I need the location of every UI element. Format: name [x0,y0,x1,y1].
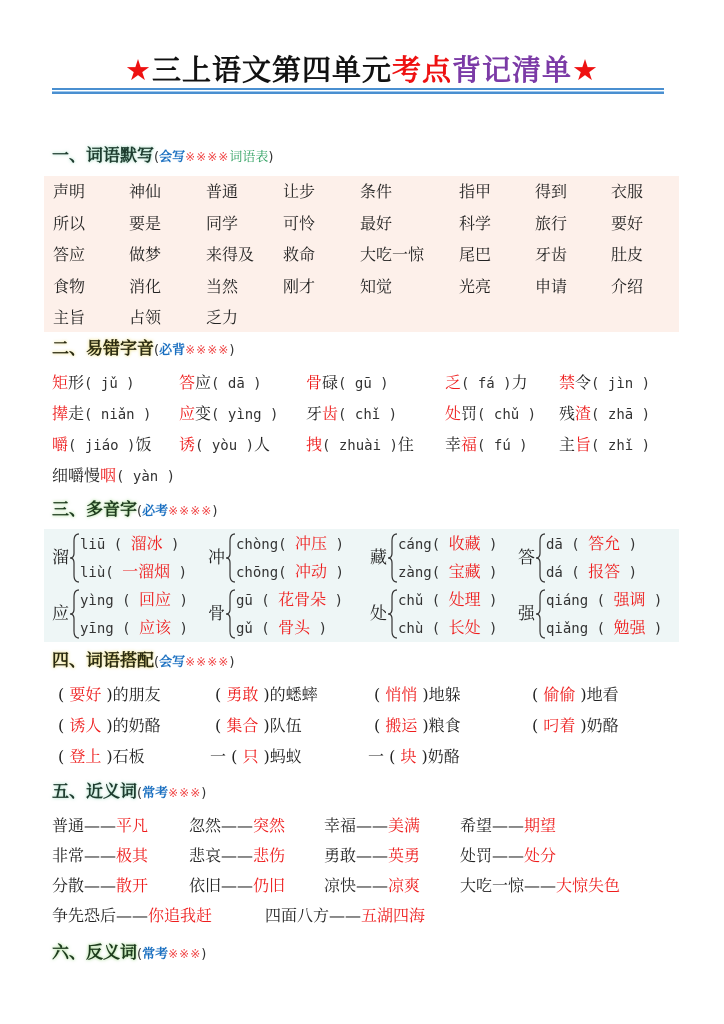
synonym-row [52,811,692,841]
example-word: 强调 [613,590,646,609]
example-word: 冲压 [295,534,328,553]
pinyin: ( zhuài ) [322,438,398,454]
importance-stars: ※※※※ [168,504,213,518]
heading-text: 六、反义词 [52,943,137,963]
section-tag: 常考 [142,786,169,801]
char: 牙 [306,404,323,423]
heading-text: 一、词语默写 [52,146,154,166]
pronunciation-item [306,398,397,431]
pinyin: chǔ [398,593,424,609]
pronunciation-item [306,429,414,462]
reading-row: chōng( 冲动 ) [236,562,344,581]
reading-row: gǔ ( 骨头 ) [236,618,328,637]
vocab-word: 条件 [360,182,393,201]
answer-word: 集合 [226,716,259,735]
example-word: 报答 [588,562,621,581]
example-word: 宝藏 [448,562,481,581]
paren-open: ( [154,343,160,358]
pinyin: gǔ [236,621,253,637]
pinyin: ( chǔ ) [477,407,537,423]
paren-open: ( [137,786,143,801]
pronunciation-row [52,460,692,491]
synonym-pair: 希望——期望 [460,816,557,835]
char: 走 [68,404,85,423]
pronunciation-item [559,429,650,462]
vocab-word: 尾巴 [459,245,492,264]
vocab-word: 最好 [360,213,393,233]
synonym-answer: 仍旧 [253,876,286,895]
pronunciation-item [52,398,151,431]
brace-icon [70,589,80,639]
vocab-word: 指甲 [459,182,492,201]
vocab-word: 介绍 [611,276,644,296]
synonym-answer: 五湖四海 [361,906,426,925]
pinyin: gū [236,593,253,609]
char: 令 [575,373,592,392]
polyphone-char: 冲 [208,548,225,568]
vocab-row [53,176,679,208]
vocab-word: 占领 [129,308,162,327]
highlight-char: 拽 [306,435,323,454]
example-word: 花骨朵 [278,590,327,609]
collocation-item: ( 叼着 )奶酪 [532,716,619,735]
section-tag: 会写 [159,655,186,670]
title-highlight-purple: 背记清单 [452,53,573,87]
vocab-word: 大吃一惊 [360,245,425,264]
pronunciation-item [445,367,528,400]
pinyin: yìng [80,593,114,609]
polyphone-readings [546,586,662,642]
collocation-item: ( 偷偷 )地看 [532,685,619,704]
char: 饭 [135,435,152,454]
synonym-answer: 英勇 [388,846,421,865]
example-word: 回应 [139,590,172,609]
paren-close: ) [201,786,207,801]
synonym-pair: 处罚——处分 [460,846,557,865]
paren-close: ) [268,150,274,165]
polyphone-char: 应 [52,604,69,624]
pinyin: chù [398,621,424,637]
section-extra: 词语表 [229,150,269,165]
highlight-char: 乏 [445,373,462,392]
pronunciation-item [179,398,278,431]
reading-row: liū ( 溜冰 ) [80,534,180,553]
example-word: 勉强 [613,618,646,637]
pinyin: ( gū ) [338,376,389,392]
vocab-word: 要好 [611,213,644,233]
answer-word: 登上 [69,747,102,766]
vocab-word: 来得及 [206,245,255,264]
synonym-answer: 大惊失色 [556,876,621,895]
phrase: 石板 [112,747,145,766]
example-word: 溜冰 [130,534,163,553]
section-heading-vocab-writing [52,143,273,169]
pronunciation-item [445,429,528,462]
pronunciation-item [52,367,135,400]
pronunciation-item [52,429,151,462]
vocab-word: 声明 [53,182,86,201]
pinyin: ( dā ) [211,376,262,392]
vocab-word: 消化 [129,276,162,296]
answer-word: 悄悄 [385,685,418,704]
synonym-row [52,871,692,901]
reading-row: zàng( 宝藏 ) [398,562,498,581]
polyphone-readings [80,586,188,642]
phrase: 地看 [586,685,619,704]
vocab-word: 同学 [206,213,239,233]
heading-text: 五、近义词 [52,782,137,802]
importance-stars: ※※※ [168,786,202,800]
page-title [0,52,724,88]
section-tag: 必背 [159,343,186,358]
polyphone-char: 强 [518,604,535,624]
answer-word: 要好 [69,685,102,704]
star-icon: ★ [124,53,152,87]
vocab-word: 要是 [129,213,162,233]
pinyin: ( yìng ) [211,407,279,423]
synonym-answer: 你追我赶 [148,906,213,925]
synonym-pair: 幸福——美满 [324,816,421,835]
synonym-pair: 忽然——突然 [189,816,286,835]
importance-stars: ※※※※ [185,343,230,357]
phrase: 奶酪 [586,716,619,735]
importance-stars: ※※※※ [185,655,230,669]
char: 碌 [322,373,339,392]
heading-text: 二、易错字音 [52,339,154,359]
pinyin: ( jǔ ) [84,376,135,392]
phrase: 的蟋蟀 [269,685,318,704]
paren-open: ( [137,947,143,962]
reading-row: dā ( 答允 ) [546,534,638,553]
polyphone-char: 答 [518,548,535,568]
brace-icon [388,589,398,639]
highlight-char: 撵 [52,404,69,423]
vocab-word: 答应 [53,245,86,264]
vocab-word: 主旨 [53,308,86,327]
reading-row: yìng ( 回应 ) [80,590,188,609]
pinyin: chòng [236,537,279,553]
vocab-word: 可怜 [283,213,316,233]
brace-icon [226,589,236,639]
phrase: 的朋友 [112,685,161,704]
pinyin: ( yòu ) [195,438,255,454]
pinyin: qiáng [546,593,589,609]
pinyin: ( niǎn ) [84,407,152,423]
char: 应 [195,373,212,392]
vocab-word: 乏力 [206,308,239,327]
pinyin: dā [546,537,563,553]
highlight-char: 骨 [306,373,323,392]
example-word: 收藏 [448,534,481,553]
vocab-word: 食物 [53,276,86,296]
vocab-word: 衣服 [611,182,644,201]
vocab-grid [53,176,679,334]
highlight-char: 诱 [179,435,196,454]
section-tag: 常考 [142,947,169,962]
polyphone-char: 溜 [52,548,69,568]
answer-word: 块 [400,747,417,766]
vocab-word: 肚皮 [611,245,644,264]
vocab-word: 牙齿 [535,245,568,264]
synonym-row [52,901,692,931]
paren-open: ( [154,655,160,670]
pinyin: qiǎng [546,621,589,637]
highlight-char: 福 [461,435,478,454]
vocab-word: 得到 [535,182,568,201]
vocab-word: 神仙 [129,182,162,201]
section-heading-antonyms [52,940,206,966]
highlight-char: 答 [179,373,196,392]
polyphone-readings [236,530,344,586]
collocation-item: ( 搬运 )粮食 [374,716,461,735]
pronunciation-item [306,367,389,400]
reading-row: qiǎng ( 勉强 ) [546,618,663,637]
paren-open: ( [137,504,143,519]
phrase: 粮食 [428,716,461,735]
heading-text: 三、多音字 [52,500,137,520]
synonym-pair: 勇敢——英勇 [324,846,421,865]
reading-row: liù( 一溜烟 ) [80,562,188,581]
section-heading-collocations [52,648,234,674]
synonym-pair: 悲哀——悲伤 [189,846,286,865]
collocation-item: 一 ( 块 )奶酪 [368,747,460,766]
synonym-answer: 平凡 [116,816,149,835]
reading-row: chòng( 冲压 ) [236,534,344,553]
vocab-word: 做梦 [129,245,162,264]
vocab-row [53,208,679,240]
answer-word: 只 [242,747,259,766]
char: 形 [68,373,85,392]
vocab-row [53,302,679,334]
highlight-char: 嚼 [52,435,69,454]
phrase: 地躲 [428,685,461,704]
highlight-char: 应 [179,404,196,423]
section-heading-polyphones [52,497,217,523]
collocation-item: ( 勇敢 )的蟋蟀 [215,685,318,704]
vocab-word: 光亮 [459,276,492,296]
synonym-answer: 处分 [524,846,557,865]
pronunciation-item [559,367,650,400]
pronunciation-row [52,367,692,398]
synonym-answer: 散开 [116,876,149,895]
heading-text: 四、词语搭配 [52,651,154,671]
polyphone-char: 骨 [208,604,225,624]
reading-row: cáng( 收藏 ) [398,534,498,553]
vocab-word: 所以 [53,213,86,233]
example-word: 骨头 [278,618,311,637]
phrase: 蚂蚁 [269,747,302,766]
vocab-word: 普通 [206,182,239,201]
reading-row: gū ( 花骨朵 ) [236,590,344,609]
collocation-item: 一 ( 只 )蚂蚁 [210,747,302,766]
synonym-pair: 四面八方——五湖四海 [265,906,426,925]
highlight-char: 禁 [559,373,576,392]
star-icon: ★ [572,53,600,87]
paren-close: ) [229,343,235,358]
importance-stars: ※※※※ [185,150,230,164]
pronunciation-item [179,429,270,462]
vocab-word: 当然 [206,276,239,296]
synonym-answer: 悲伤 [253,846,286,865]
example-word: 答允 [588,534,621,553]
answer-word: 偷偷 [543,685,576,704]
synonym-pair: 非常——极其 [52,846,149,865]
example-word: 处理 [448,590,481,609]
char: 住 [397,435,414,454]
highlight-char: 处 [445,404,462,423]
phrase: 队伍 [269,716,302,735]
pronunciation-item [52,460,175,493]
section-heading-synonyms [52,779,206,805]
pronunciation-row [52,398,692,429]
paren-close: ) [201,947,207,962]
char: 变 [195,404,212,423]
brace-icon [536,533,546,583]
highlight-char: 渣 [575,404,592,423]
polyphone-readings [398,586,497,642]
section-tag: 会写 [159,150,186,165]
char: 主 [559,435,576,454]
title-highlight-red: 考点 [391,53,452,87]
pinyin: chōng [236,565,279,581]
paren-open: ( [154,150,160,165]
pinyin: dá [546,565,563,581]
brace-icon [70,533,80,583]
reading-row: qiáng ( 强调 ) [546,590,663,609]
collocation-row [52,710,692,741]
pinyin: yīng [80,621,114,637]
pinyin: ( fú ) [477,438,528,454]
char: 残 [559,404,576,423]
char: 罚 [461,404,478,423]
vocab-row [53,271,679,303]
polyphone-readings [546,530,637,586]
paren-close: ) [212,504,218,519]
collocation-item: ( 诱人 )的奶酪 [58,716,161,735]
example-word: 冲动 [295,562,328,581]
synonym-answer: 美满 [388,816,421,835]
char: 幸 [445,435,462,454]
synonym-pair: 普通——平凡 [52,816,149,835]
vocab-word: 刚才 [283,276,316,296]
answer-word: 勇敢 [226,685,259,704]
section-heading-pronunciation [52,336,234,362]
pronunciation-item [179,367,262,400]
brace-icon [226,533,236,583]
highlight-char: 旨 [575,435,592,454]
collocation-item: ( 集合 )队伍 [215,716,302,735]
synonym-pair: 分散——散开 [52,876,149,895]
collocation-row [52,679,692,710]
highlight-char: 咽 [100,466,117,485]
importance-stars: ※※※ [168,947,202,961]
synonym-answer: 凉爽 [388,876,421,895]
char: 人 [254,435,271,454]
synonym-pair: 大吃一惊——大惊失色 [460,876,621,895]
pinyin: cáng [398,537,432,553]
pronunciation-item [445,398,536,431]
polyphone-readings [398,530,497,586]
answer-word: 诱人 [69,716,102,735]
pinyin: ( yàn ) [116,469,176,485]
highlight-char: 齿 [322,404,339,423]
reading-row: chǔ ( 处理 ) [398,590,498,609]
char: 力 [511,373,528,392]
vocab-word: 知觉 [360,276,393,296]
brace-icon [388,533,398,583]
pronunciation-row [52,429,692,460]
pinyin: ( fá ) [461,376,512,392]
example-word: 长处 [448,618,481,637]
reading-row: yīng ( 应该 ) [80,618,188,637]
vocab-word: 让步 [283,182,316,201]
pinyin: zàng [398,565,432,581]
vocab-word: 科学 [459,213,492,233]
vocab-word: 旅行 [535,213,568,233]
polyphone-readings [236,586,343,642]
phrase: 的奶酪 [112,716,161,735]
vocab-word: 救命 [283,245,316,264]
synonym-pair: 争先恐后——你追我赶 [52,906,213,925]
brace-icon [536,589,546,639]
polyphone-char: 藏 [370,548,387,568]
collocation-item: ( 悄悄 )地躲 [374,685,461,704]
pinyin: liù [80,565,106,581]
paren-close: ) [229,655,235,670]
collocation-item: ( 要好 )的朋友 [58,685,161,704]
example-word: 应该 [139,618,172,637]
synonym-answer: 突然 [253,816,286,835]
collocation-item: ( 登上 )石板 [58,747,145,766]
synonym-pair: 依旧——仍旧 [189,876,286,895]
synonym-answer: 极其 [116,846,149,865]
synonym-answer: 期望 [524,816,557,835]
phrase: 奶酪 [427,747,460,766]
polyphone-char: 处 [370,604,387,624]
synonym-pair: 凉快——凉爽 [324,876,421,895]
polyphone-readings [80,530,187,586]
section-tag: 必考 [142,504,169,519]
example-word: 一溜烟 [122,562,171,581]
vocab-word: 申请 [535,276,568,296]
pinyin: ( jiáo ) [68,438,136,454]
answer-word: 搬运 [385,716,418,735]
pronunciation-item [559,398,650,431]
synonym-row [52,841,692,871]
pinyin: ( chǐ ) [338,407,398,423]
char: 细嚼慢 [52,466,101,485]
title-main: 三上语文第四单元 [151,53,392,87]
reading-row: dá ( 报答 ) [546,562,638,581]
collocation-row [52,741,692,772]
vocab-row [53,239,679,271]
highlight-char: 矩 [52,373,69,392]
reading-row: chù ( 长处 ) [398,618,498,637]
pinyin: ( jìn ) [591,376,651,392]
pinyin: ( zhǐ ) [591,438,651,454]
pinyin: liū [80,537,106,553]
title-divider [52,88,664,94]
answer-word: 叼着 [543,716,576,735]
pinyin: ( zhā ) [591,407,651,423]
